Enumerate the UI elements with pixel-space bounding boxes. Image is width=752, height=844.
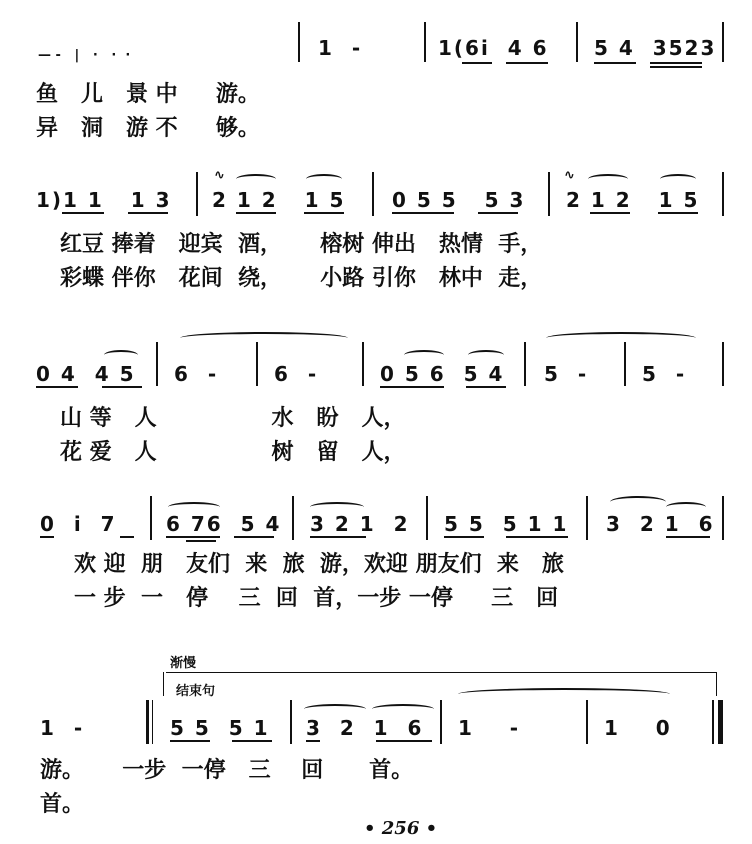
underline [666, 536, 710, 538]
volta-bracket [163, 672, 164, 696]
row5-measure-1: 1 - [40, 716, 85, 740]
volta-bracket [716, 672, 717, 696]
underline [310, 536, 366, 538]
underline [166, 536, 220, 538]
barline [290, 700, 292, 744]
underline [444, 536, 484, 538]
row4-measure-3: 3 2 1 2 [310, 512, 410, 536]
row2-measure-1: 1)1 1 1 3 [36, 188, 172, 212]
section-label: 结束句 [176, 684, 216, 699]
underline [304, 212, 344, 214]
row1-lyric-2: 异 洞 游 不 够。 [36, 116, 260, 141]
slur [468, 350, 504, 360]
tie [546, 332, 696, 344]
barline [426, 496, 428, 540]
underline [36, 386, 78, 388]
row5-measure-3: 3 2 1 6 [306, 716, 424, 740]
tempo-marking: 渐慢 [170, 656, 197, 671]
barline [156, 342, 158, 386]
slur [588, 174, 628, 184]
row3-measure-1: 0 4 4 5 [36, 362, 136, 386]
row5-measure-2: 5 5 5 1 [170, 716, 270, 740]
row1-lyric-1: 鱼 儿 景 中 游。 [36, 82, 260, 107]
mordent-mark: ∿ [214, 168, 225, 183]
row3-lyric-2: 花 爱 人 树 留 人， [60, 440, 406, 465]
underline [120, 536, 134, 538]
barline [362, 342, 364, 386]
slur [236, 174, 276, 184]
final-barline-thin [712, 700, 714, 744]
barline [722, 172, 724, 216]
underline [650, 62, 702, 64]
row3-measure-2: 6 - [174, 362, 219, 386]
row2-measure-3: 0 5 5 5 3 [392, 188, 526, 212]
row2-measure-4: 2 1 2 1 5 [566, 188, 700, 212]
row4-lyric-2: 一 步 一 停 三 回 首，一步 一停 三 回 [74, 586, 559, 611]
underline [170, 740, 210, 742]
row5-lyric-2: 首。 [40, 792, 85, 817]
barline [440, 700, 442, 744]
underline [128, 212, 168, 214]
underline [40, 536, 54, 538]
row3-measure-6: 5 - [642, 362, 687, 386]
row2-lyric-2: 彩蝶 伴你 花间 绕， 小路 引你 林中 走， [60, 266, 543, 291]
barline [424, 22, 426, 62]
underline [380, 386, 444, 388]
slur [610, 496, 666, 508]
row1-pickup-fragment: — ‐ | · · · [38, 48, 131, 63]
slur [304, 704, 366, 714]
row1-measure-2: 1(6i 4 6 [438, 36, 549, 60]
row3-measure-4: 0 5 6 5 4 [380, 362, 505, 386]
repeat-barline [146, 700, 149, 744]
row5-measure-4: 1 - [458, 716, 521, 740]
row4-measure-1: 0 i 7 [40, 512, 117, 536]
row2-measure-2: 2 1 2 1 5 [212, 188, 346, 212]
barline [196, 172, 198, 216]
underline [234, 536, 274, 538]
row4-measure-4: 5 5 5 1 1 [444, 512, 569, 536]
barline [548, 172, 550, 216]
row5-lyric-1: 游。 一步 一停 三 回 首。 [40, 758, 414, 783]
barline [722, 22, 724, 62]
volta-line [166, 672, 716, 673]
row1-measure-1: 1 - [318, 36, 363, 60]
slur [660, 174, 696, 184]
slur [168, 502, 220, 512]
underline [392, 212, 454, 214]
row3-measure-3: 6 - [274, 362, 319, 386]
row4-measure-2: 6 76 5 4 [166, 512, 282, 536]
row2-lyric-1: 红豆 捧着 迎宾 酒， 榕树 伸出 热情 手， [60, 232, 543, 257]
underline [236, 212, 276, 214]
barline [586, 496, 588, 540]
tie [458, 688, 670, 700]
barline [624, 342, 626, 386]
page-number: • 256 • [364, 818, 438, 839]
tie [180, 332, 348, 344]
underline [102, 386, 142, 388]
underline [232, 740, 272, 742]
slur [666, 502, 706, 512]
slur [310, 502, 364, 512]
underline [306, 740, 320, 742]
barline [524, 342, 526, 386]
row3-lyric-1: 山 等 人 水 盼 人， [60, 406, 406, 431]
underline [590, 212, 630, 214]
barline [586, 700, 588, 744]
underline [506, 62, 548, 64]
barline [150, 496, 152, 540]
final-barline-thick [718, 700, 723, 744]
barline [722, 342, 724, 386]
barline [372, 172, 374, 216]
row1-measure-3: 5 4 3523 [594, 36, 717, 60]
underline [462, 62, 492, 64]
row4-lyric-1: 欢 迎 朋 友们 来 旅 游，欢迎 朋友们 来 旅 [74, 552, 564, 577]
barline [576, 22, 578, 62]
mordent-mark: ∿ [564, 168, 575, 183]
underline [376, 740, 432, 742]
barline [722, 496, 724, 540]
underline [466, 386, 506, 388]
barline [298, 22, 300, 62]
underline [506, 536, 568, 538]
barline [256, 342, 258, 386]
slur [372, 704, 434, 714]
underline [594, 62, 636, 64]
row4-measure-5: 3 2 1 6 [606, 512, 715, 536]
row3-measure-5: 5 - [544, 362, 589, 386]
underline [658, 212, 698, 214]
slur [404, 350, 444, 360]
underline [62, 212, 104, 214]
slur [104, 350, 138, 360]
slur [306, 174, 342, 184]
underline [186, 540, 216, 542]
underline [478, 212, 518, 214]
barline [292, 496, 294, 540]
underline [650, 66, 702, 68]
row5-measure-5: 1 0 [604, 716, 672, 740]
repeat-barline [152, 700, 153, 744]
